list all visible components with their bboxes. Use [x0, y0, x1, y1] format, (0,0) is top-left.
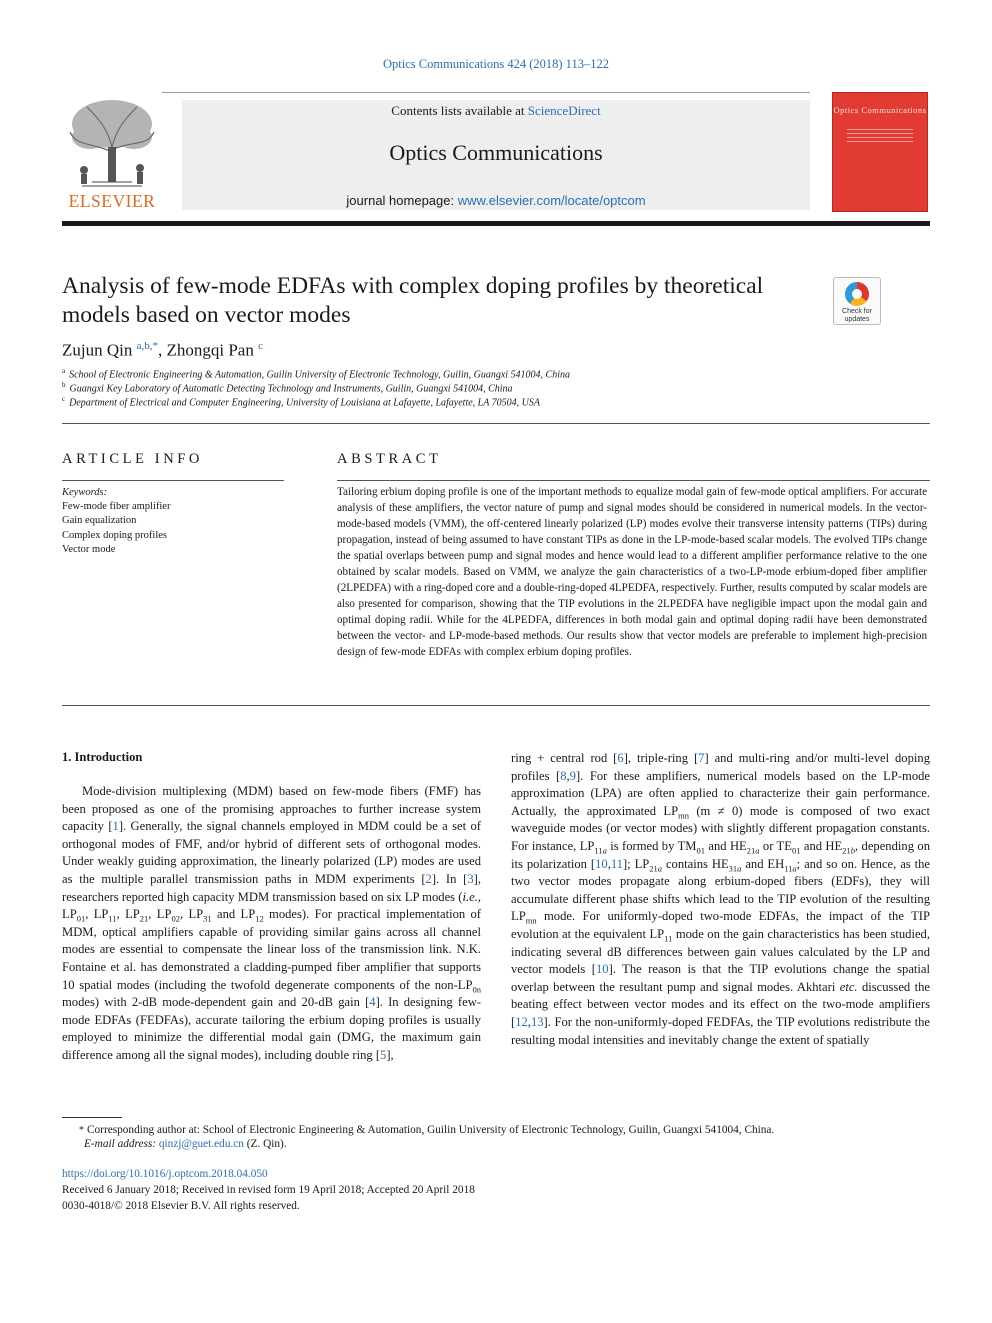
keyword: Vector mode	[62, 543, 116, 555]
corresponding-author-note	[62, 1123, 774, 1139]
affiliation	[62, 395, 540, 408]
citation-link[interactable]: 4	[369, 995, 376, 1010]
check-for-updates-badge[interactable]	[833, 277, 881, 325]
author-name: Zhongqi Pan	[166, 340, 254, 360]
corresponding-author-text: Corresponding author at: School of Electronic Engineering & Automation, Guilin University of Electronic Technology, Guilin, Guangxi 541004, China.	[87, 1124, 775, 1136]
affiliation-text: Guangxi Key Laboratory of Automatic Detecting Technology and Instruments, Guilin, Guangxi 541004, China	[69, 383, 513, 395]
article-info-heading: ARTICLE INFO	[62, 451, 204, 467]
author-marks[interactable]: c	[258, 340, 263, 352]
affiliation-text: Department of Electrical and Computer Engineering, University of Louisiana at Lafayette, Lafayette, LA 70504, USA	[69, 397, 540, 409]
keyword: Complex doping profiles	[62, 529, 167, 541]
author-name: Zujun Qin	[62, 340, 133, 360]
keywords-block	[62, 486, 284, 557]
divider	[62, 705, 930, 706]
cover-decoration	[847, 129, 913, 145]
copyright: 0030-4018/© 2018 Elsevier B.V. All rights reserved.	[62, 1200, 300, 1212]
citation-link[interactable]: 9	[569, 768, 576, 783]
footnote-rule	[62, 1117, 122, 1118]
affiliation-mark: b	[62, 381, 66, 389]
homepage-link[interactable]: www.elsevier.com/locate/optcom	[457, 193, 646, 208]
citation-link[interactable]: 12	[515, 1014, 528, 1029]
divider	[337, 480, 930, 481]
footnote-star: *	[79, 1125, 84, 1136]
homepage-line	[182, 193, 810, 208]
email-suffix: (Z. Qin).	[246, 1138, 287, 1150]
citation-link[interactable]: 6	[617, 751, 624, 765]
journal-cover[interactable]	[832, 92, 928, 212]
citation-link[interactable]: 7	[698, 751, 705, 765]
check-for-updates-label: Check for updates	[842, 308, 872, 323]
author-list: Zujun Qin $^{a,b,*}$, Zhongqi Pan $^c$	[62, 340, 263, 360]
abstract-text: Tailoring erbium doping profile is one of the important methods to equalize modal gain of few-mode optical amplifiers. For accurate analysis of these amplifiers, the vector nature of pump and signal modes should be considered in numerical models. In the vector-mode-based models (VMM), the off-centered linearly polarized (LP) modes evolve their transverse intensity patterns (TIPs) during propagation, instead of being assumed to have constant TIPs as done in the LP-mode-based scalar models. The evolved TIPs change the spatial overlaps between pump and signal modes and hence would lead to a different amplifier performance relative to the one obtained by scalar models. Based on VMM, we analyze the gain characteristics of a two-LP-mode erbium-doped fiber amplifier (2LPEDFA) with a ring-doped core and a double-ring-doped 4LPEDFA, respectively. Further, results computed by scalar models are also presented for comparison, showing that the TIP evolutions in the 2LPEDFA have negligible impact upon the modal gain and optimal doping radii. While for the 4LPEDFA, differences in both modal gain and optimal doping radii have been demonstrated between the vector- and LP-mode-based methods. Our results show that vector models are preferable to implement high-precision design of few-mode EDFAs with complex erbium doping profiles.	[337, 486, 927, 658]
cover-title: Optics Communications	[833, 105, 927, 115]
keywords-label: Keywords:	[62, 487, 108, 498]
contents-line	[182, 103, 810, 119]
citation-link[interactable]: 2	[425, 871, 432, 886]
contents-prefix: Contents lists available at	[391, 103, 525, 118]
email-label: E-mail address:	[84, 1138, 157, 1150]
citation-link[interactable]: 3	[467, 871, 474, 886]
citation-link[interactable]: 11	[610, 856, 623, 871]
doi-link[interactable]: https://doi.org/10.1016/j.optcom.2018.04.050	[62, 1168, 268, 1180]
affiliation	[62, 367, 570, 380]
keyword: Few-mode fiber amplifier	[62, 501, 171, 513]
citation-link[interactable]: 5	[380, 1047, 387, 1062]
section-heading: 1. Introduction	[62, 750, 143, 764]
affiliation-text: School of Electronic Engineering & Automation, Guilin University of Electronic Technology, Guilin, Guangxi 541004, China	[69, 369, 570, 381]
header-top-rule	[62, 92, 810, 93]
homepage-prefix: journal homepage:	[346, 193, 455, 208]
email-link[interactable]: qinzj@guet.edu.cn	[158, 1138, 244, 1150]
email-note	[84, 1138, 287, 1150]
journal-reference[interactable]: Optics Communications 424 (2018) 113–122	[383, 57, 609, 71]
divider	[62, 423, 930, 424]
header-rule	[62, 221, 930, 226]
sciencedirect-link[interactable]: ScienceDirect	[527, 103, 601, 118]
article-title: Analysis of few-mode EDFAs with complex doping profiles by theoretical models based on vector modes	[62, 273, 764, 328]
affiliation-mark: a	[62, 367, 66, 375]
received-dates: Received 6 January 2018; Received in revised form 19 April 2018; Accepted 20 April 2018	[62, 1184, 475, 1196]
affiliation	[62, 381, 513, 394]
citation-link[interactable]: 10	[595, 962, 609, 977]
journal-name: Optics Communications	[389, 140, 603, 165]
citation-link[interactable]: 13	[530, 1014, 544, 1029]
citation-link[interactable]: 10	[595, 856, 608, 871]
citation-link[interactable]: 8	[560, 768, 567, 783]
crossmark-icon	[845, 282, 869, 306]
abstract-heading: ABSTRACT	[337, 451, 442, 467]
body-text-left-column: Mode-division multiplexing (MDM) based on few-mode fibers (FMF) has been proposed as one of the promising approaches to further increase system capacity [1]. Generally, the signal channels employed in MDM could be a set of orthogonal modes of FMF, and/or hybrid of different sets of orthogonal modes. Under weakly guiding approximation, the linearly polarized (LP) modes are used as the multiple parallel transmission paths in MDM experiments [2]. In [3], researchers reported high capacity MDM transmission based on six LP modes (i.e., $LP_{01}$, $LP_{11}$, $LP_{21}$, $LP_{02}$, $LP_{31}$ and $LP_{12}$ modes). For practical implementation of MDM, optical amplifiers capable of providing similar gains across all channel modes are essential to compensate the linear loss of the transmission link. N.K. Fontaine et al. has demonstrated a cladding-pumped fiber amplifier that supports 10 spatial modes (including the twofold degenerate components of the non-$LP_{0n}$ modes) with 2-dB mode-dependent gain and 20-dB gain [4]. In designing few-mode EDFAs (FEDFAs), accurate tailoring the erbium doping profiles is usually employed to minimize the differential modal gain (DMG, the maximum gain difference among all the signal modes), including double ring [5],	[62, 784, 481, 1062]
elsevier-logo[interactable]	[62, 92, 162, 212]
publisher-name: ELSEVIER	[68, 191, 156, 211]
citation-link[interactable]: 1	[112, 819, 119, 834]
body-text-right-column: ring + central rod [6], triple-ring [7] and multi-ring and/or multi-level doping profiles [8,9]. For these amplifiers, numerical models based on the LP-mode approximation (LPA) are often applied to characterize their gain performance. Actually, the approximated $LP_{mn}$ (m ≠ 0) mode is composed of two exact waveguide modes (or vector modes) with slightly different propagation constants. For instance, $LP_{11a}$ is formed by $TM_{01}$ and $HE_{21a}$ or $TE_{01}$ and $HE_{21b}$, depending on its polarization [10,11]; $LP_{21a}$ contains $HE_{31a}$ and $EH_{11a}$; and so on. Hence, as the two vector modes propagate along erbium-doped fibers (EDFs), they will accumulate different phase shifts which lead to the TIP evolution of the resulting $LP_{mn}$ mode. For uniformly-doped two-mode EDFAs, the impact of the TIP evolution at the equivalent $LP_{11}$ mode on the gain characteristics has been studied, indicating several dB differences between gain values calculated by the LP and vector models [10]. The reason is that the TIP evolutions change the spatial overlap between the resultant pump and signal modes. Akhtari etc. discussed the beating effect between vector modes and its effect on the two-mode amplifiers [12,13]. For the non-uniformly-doped FEDFAs, the TIP evolutions redistribute the resulting modal intensities and inevitably change the extent of spatially	[511, 751, 931, 1047]
keyword: Gain equalization	[62, 515, 137, 527]
author-marks[interactable]: a,b,*	[136, 340, 158, 352]
divider	[62, 480, 284, 481]
affiliation-mark: c	[62, 395, 66, 403]
